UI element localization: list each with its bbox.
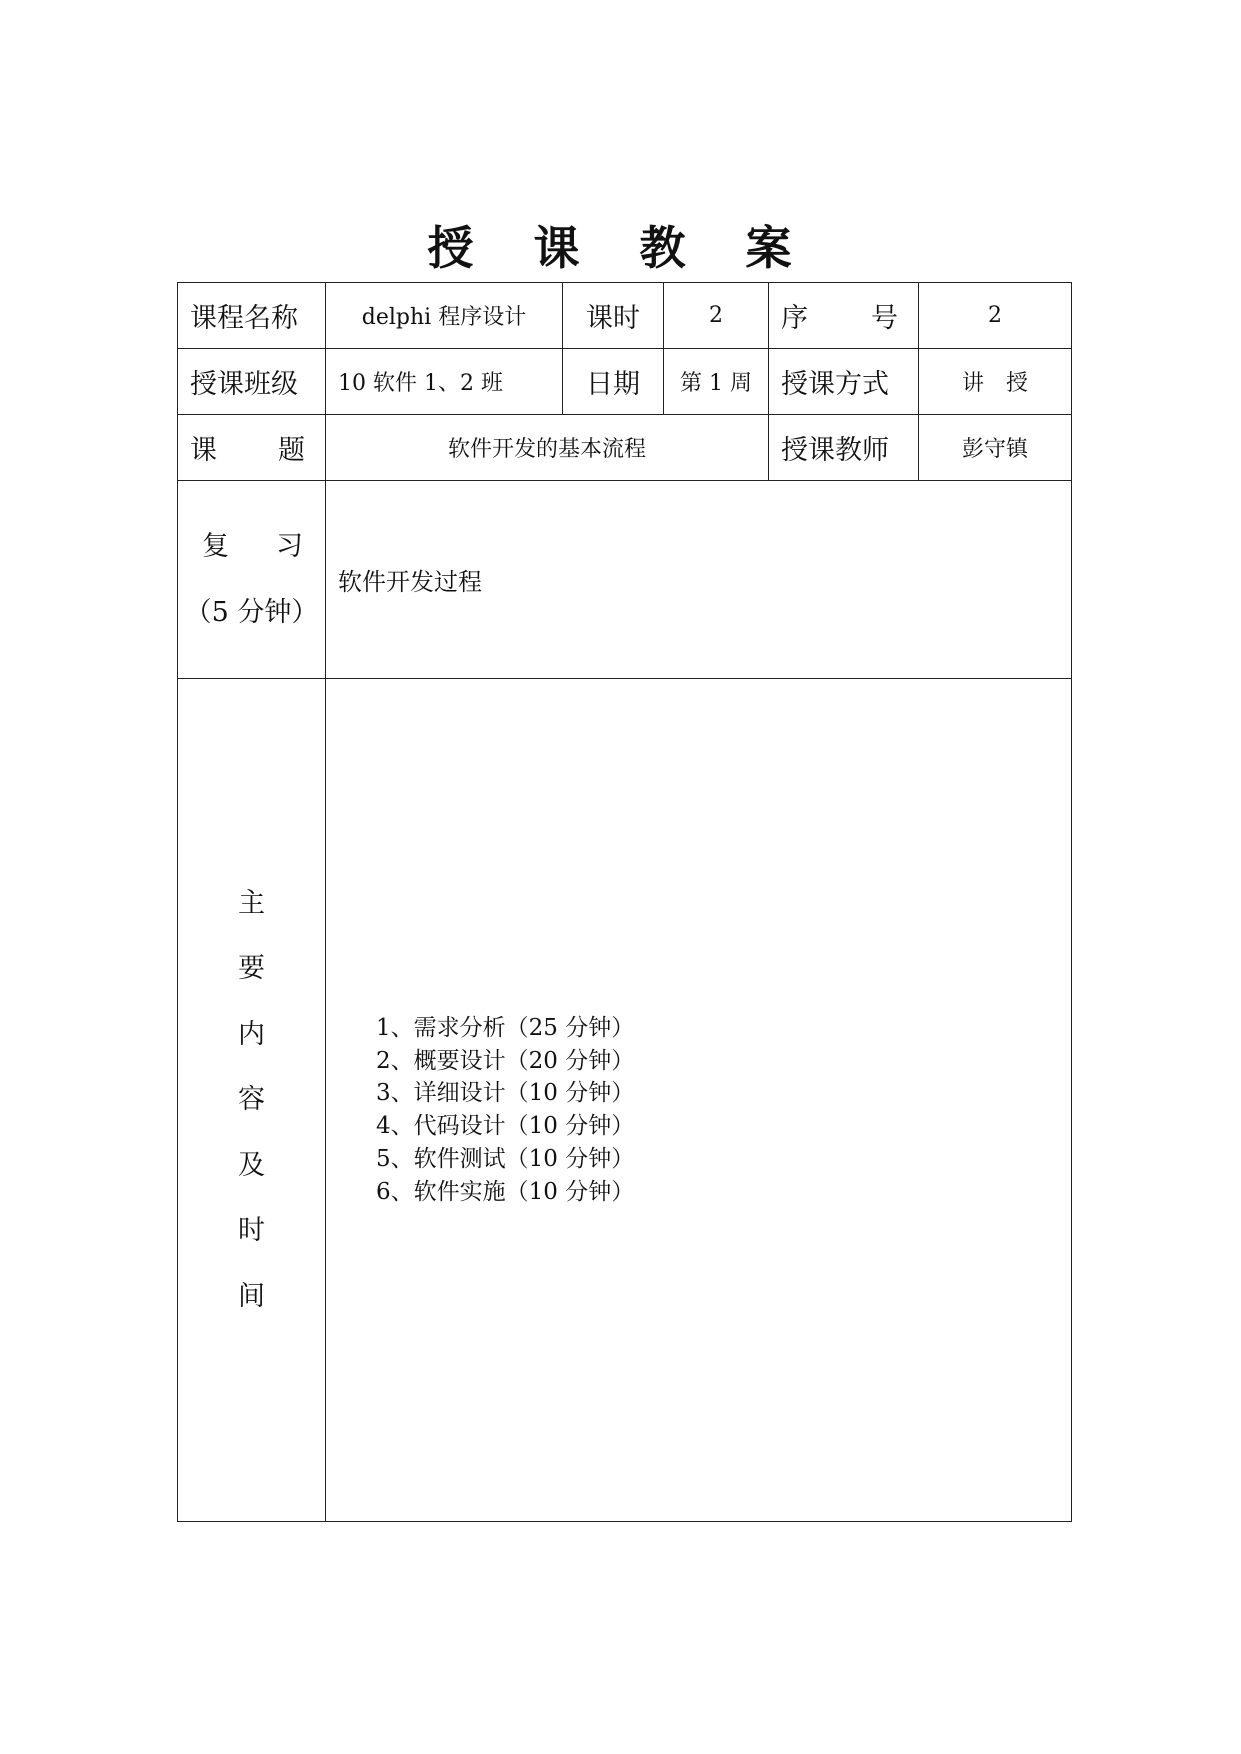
date-value: 第 1 周 [664, 349, 769, 415]
class-label: 授课班级 [178, 349, 326, 415]
table-row [178, 415, 1072, 481]
course-name-label: 课程名称 [178, 283, 326, 349]
seq-label-left: 序 [781, 303, 808, 334]
seq-value: 2 [919, 283, 1072, 349]
main-label-char: 容 [238, 1084, 265, 1116]
main-content-cell [326, 679, 1072, 1522]
review-content: 软件开发过程 [326, 481, 1072, 679]
hours-label: 课时 [563, 283, 664, 349]
class-value: 10 软件 1、2 班 [326, 349, 563, 415]
hours-value: 2 [664, 283, 769, 349]
list-item: 5、软件测试（10 分钟） [376, 1145, 635, 1172]
list-item: 1、需求分析（25 分钟） [376, 1015, 635, 1041]
review-duration: （5 分钟） [184, 596, 319, 628]
lesson-plan-table [177, 282, 1072, 1522]
seq-label-right: 号 [871, 303, 898, 334]
topic-label-right: 题 [278, 435, 305, 466]
review-label [178, 481, 326, 679]
date-label: 日期 [563, 349, 664, 415]
content-list [376, 1012, 634, 1208]
topic-label [178, 415, 326, 481]
seq-label [769, 283, 919, 349]
table-row [178, 481, 1072, 679]
main-label-char: 内 [238, 1018, 265, 1050]
list-item: 4、代码设计（10 分钟） [376, 1113, 635, 1140]
teacher-label: 授课教师 [769, 415, 919, 481]
main-label-char: 要 [238, 953, 265, 985]
teacher-value: 彭守镇 [919, 415, 1072, 481]
review-label-left: 复 [202, 530, 229, 562]
review-label-right: 习 [276, 530, 303, 562]
list-item: 3、详细设计（10 分钟） [376, 1080, 635, 1107]
list-item: 6、软件实施（10 分钟） [376, 1178, 635, 1205]
document-title: 授 课 教 案 [427, 221, 814, 275]
main-label-char: 时 [238, 1215, 265, 1247]
main-label-char: 间 [238, 1280, 265, 1312]
topic-value: 软件开发的基本流程 [326, 415, 769, 481]
main-content-label [178, 679, 326, 1522]
course-name-value: delphi 程序设计 [326, 283, 563, 349]
table-row [178, 283, 1072, 349]
main-label-char: 主 [238, 887, 265, 919]
method-label: 授课方式 [769, 349, 919, 415]
main-label-char: 及 [238, 1149, 265, 1181]
method-value: 讲 授 [919, 349, 1072, 415]
list-item: 2、概要设计（20 分钟） [376, 1047, 635, 1074]
table-row [178, 349, 1072, 415]
topic-label-left: 课 [190, 435, 217, 466]
table-row [178, 679, 1072, 1522]
